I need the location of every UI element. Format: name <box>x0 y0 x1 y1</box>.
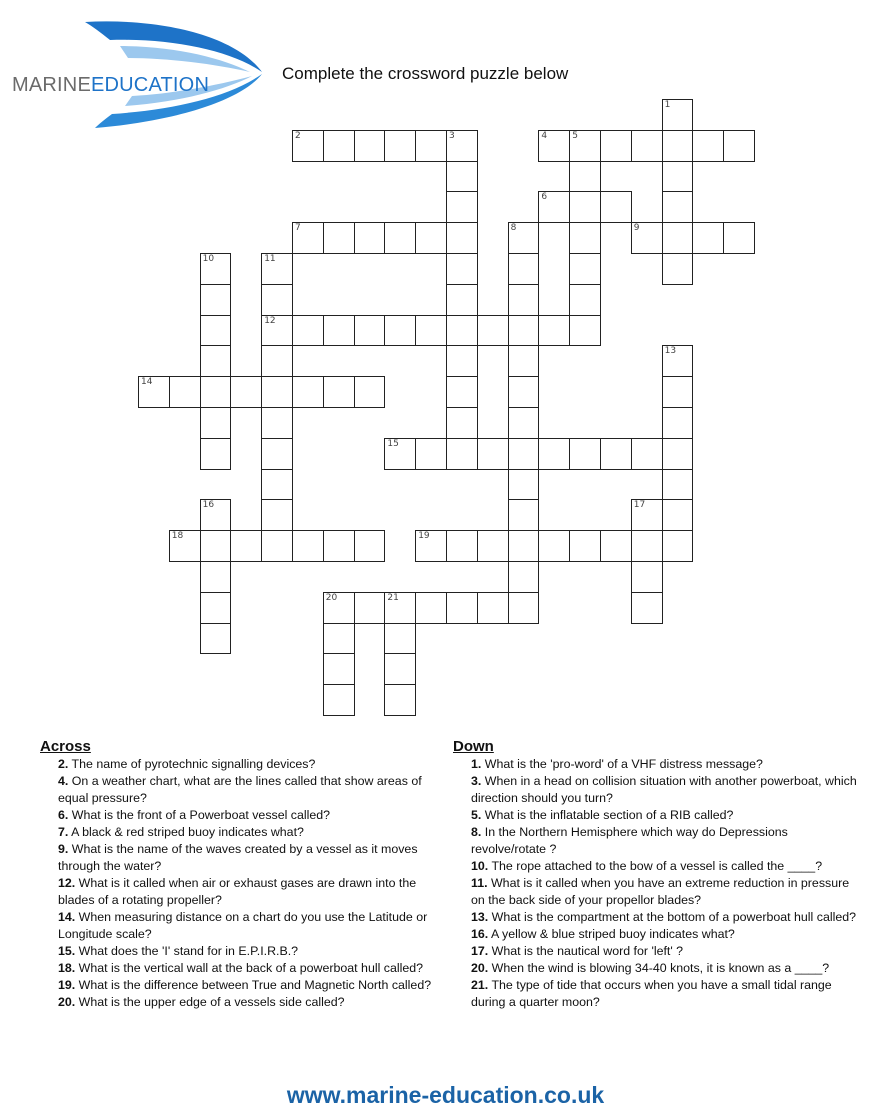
crossword-cell[interactable] <box>508 469 540 501</box>
down-clue: 10. The rope attached to the bow of a vessel is called the ____? <box>471 859 823 873</box>
crossword-cell[interactable] <box>415 530 447 562</box>
crossword-cell[interactable] <box>323 315 355 347</box>
across-clue: 9. What is the name of the waves created by a vessel as it moves through the water? <box>58 842 418 873</box>
crossword-cell[interactable] <box>662 161 694 193</box>
crossword-cell[interactable] <box>169 376 201 408</box>
across-clue: 18. What is the vertical wall at the back of a powerboat hull called? <box>58 961 424 975</box>
crossword-cell[interactable] <box>384 438 416 470</box>
down-clue: 16. A yellow & blue striped buoy indicates what? <box>471 927 735 941</box>
crossword-cell[interactable] <box>662 438 694 470</box>
down-clue: 1. What is the 'pro-word' of a VHF distress message? <box>471 757 763 771</box>
crossword-cell[interactable] <box>508 345 540 377</box>
crossword-cell[interactable] <box>631 499 663 531</box>
puzzle-instruction: Complete the crossword puzzle below <box>282 64 569 83</box>
crossword-cell[interactable] <box>446 191 478 223</box>
crossword-cell[interactable] <box>662 253 694 285</box>
crossword-cell[interactable] <box>384 592 416 624</box>
down-heading: Down <box>453 738 494 755</box>
crossword-cell[interactable] <box>508 438 540 470</box>
clue-number: 14 <box>141 377 153 388</box>
down-clue: 21. The type of tide that occurs when you have a small tidal range during a quarter moon? <box>471 978 832 1009</box>
crossword-cell[interactable] <box>323 623 355 655</box>
crossword-cell[interactable] <box>662 407 694 439</box>
crossword-cell[interactable] <box>538 530 570 562</box>
crossword-cell[interactable] <box>600 438 632 470</box>
clue-number: 18 <box>171 531 184 542</box>
down-clue: 3. When in a head on collision situation with another powerboat, which direction should you turn? <box>471 774 857 805</box>
crossword-cell[interactable] <box>446 284 478 316</box>
crossword-cell[interactable] <box>662 530 694 562</box>
crossword-cell[interactable] <box>662 345 694 377</box>
crossword-cell[interactable] <box>600 530 632 562</box>
crossword-cell[interactable] <box>323 592 355 624</box>
crossword-cell[interactable] <box>508 253 540 285</box>
crossword-cell[interactable] <box>200 438 232 470</box>
crossword-cell[interactable] <box>723 130 755 162</box>
clue-number: 21 <box>387 592 399 603</box>
crossword-cell[interactable] <box>169 530 201 562</box>
crossword-cell[interactable] <box>261 499 293 531</box>
clue-number: 12 <box>264 315 276 326</box>
crossword-cell[interactable] <box>692 130 724 162</box>
crossword-cell[interactable] <box>446 130 478 162</box>
crossword-cell[interactable] <box>230 530 262 562</box>
crossword-cell[interactable] <box>662 376 694 408</box>
crossword-cell[interactable] <box>415 222 447 254</box>
crossword-cell[interactable] <box>446 315 478 347</box>
crossword-cell[interactable] <box>200 530 232 562</box>
crossword-cell[interactable] <box>200 407 232 439</box>
crossword-cell[interactable] <box>662 222 694 254</box>
crossword-cell[interactable] <box>631 561 663 593</box>
crossword-cell[interactable] <box>292 376 324 408</box>
crossword-cell[interactable] <box>200 253 232 285</box>
crossword-cell[interactable] <box>384 684 416 716</box>
across-clues <box>40 738 440 1011</box>
crossword-cell[interactable] <box>323 376 355 408</box>
crossword-cell[interactable] <box>508 376 540 408</box>
crossword-cell[interactable] <box>200 561 232 593</box>
crossword-cell[interactable] <box>384 315 416 347</box>
crossword-cell[interactable] <box>569 315 601 347</box>
clue-number: 15 <box>387 438 399 449</box>
down-clue: 11. What is it called when you have an extreme reduction in pressure on the back side of your propellor blades? <box>471 876 850 907</box>
clue-number: 7 <box>295 223 301 234</box>
crossword-cell[interactable] <box>600 130 632 162</box>
crossword-cell[interactable] <box>200 345 232 377</box>
down-clue: 8. In the Northern Hemisphere which way do Depressions revolve/rotate ? <box>471 825 788 856</box>
clue-number: 9 <box>633 223 640 234</box>
crossword-cell[interactable] <box>477 438 509 470</box>
across-clue: 6. What is the front of a Powerboat vessel called? <box>58 808 331 822</box>
crossword-cell[interactable] <box>631 530 663 562</box>
crossword-cell[interactable] <box>631 130 663 162</box>
crossword-cell[interactable] <box>446 592 478 624</box>
crossword-cell[interactable] <box>538 315 570 347</box>
crossword-cell[interactable] <box>477 592 509 624</box>
crossword-cell[interactable] <box>354 592 386 624</box>
clue-number: 2 <box>295 130 301 141</box>
crossword-cell[interactable] <box>292 315 324 347</box>
crossword-cell[interactable] <box>508 530 540 562</box>
crossword-cell[interactable] <box>292 530 324 562</box>
crossword-cell[interactable] <box>261 253 293 285</box>
crossword-cell[interactable] <box>446 438 478 470</box>
crossword-cell[interactable] <box>446 407 478 439</box>
crossword-cell[interactable] <box>415 315 447 347</box>
crossword-cell[interactable] <box>292 222 324 254</box>
crossword-cell[interactable] <box>261 284 293 316</box>
crossword-cell[interactable] <box>261 469 293 501</box>
swoosh-logo-icon <box>0 10 270 130</box>
crossword-cell[interactable] <box>569 438 601 470</box>
clue-number: 8 <box>510 223 517 234</box>
clue-number: 11 <box>264 254 276 264</box>
clue-number: 1 <box>664 100 671 110</box>
crossword-cell[interactable] <box>446 253 478 285</box>
across-clue: 4. On a weather chart, what are the lines called that show areas of equal pressure? <box>58 774 422 805</box>
crossword-cell[interactable] <box>477 315 509 347</box>
crossword-cell[interactable] <box>508 407 540 439</box>
website-url[interactable]: www.marine-education.co.uk <box>286 1082 605 1108</box>
crossword-cell[interactable] <box>477 530 509 562</box>
crossword-cell[interactable] <box>323 222 355 254</box>
across-clue: 12. What is it called when air or exhaust gases are drawn into the blades of a rotating propeller? <box>58 876 417 907</box>
crossword-cell[interactable] <box>600 191 632 223</box>
crossword-cell[interactable] <box>662 499 694 531</box>
crossword-cell[interactable] <box>200 623 232 655</box>
crossword-cell[interactable] <box>323 684 355 716</box>
crossword-cell[interactable] <box>446 222 478 254</box>
crossword-cell[interactable] <box>261 315 293 347</box>
crossword-cell[interactable] <box>415 130 447 162</box>
across-heading: Across <box>40 738 91 755</box>
across-clue: 7. A black & red striped buoy indicates what? <box>58 825 304 839</box>
crossword-cell[interactable] <box>384 623 416 655</box>
crossword-cell[interactable] <box>569 222 601 254</box>
crossword-cell[interactable] <box>508 284 540 316</box>
crossword-cell[interactable] <box>538 438 570 470</box>
down-clue: 5. What is the inflatable section of a RIB called? <box>471 808 734 822</box>
crossword-cell[interactable] <box>261 376 293 408</box>
marine-education-logo <box>0 10 270 130</box>
crossword-cell[interactable] <box>446 345 478 377</box>
crossword-cell[interactable] <box>569 253 601 285</box>
across-clue: 19. What is the difference between True and Magnetic North called? <box>58 978 432 992</box>
crossword-cell[interactable] <box>384 653 416 685</box>
crossword-cell[interactable] <box>200 315 232 347</box>
crossword-cell[interactable] <box>200 499 232 531</box>
clue-number: 5 <box>572 130 578 141</box>
crossword-cell[interactable] <box>354 222 386 254</box>
crossword-cell[interactable] <box>569 161 601 193</box>
crossword-cell[interactable] <box>508 561 540 593</box>
crossword-cell[interactable] <box>354 376 386 408</box>
across-clue: 14. When measuring distance on a chart do you use the Latitude or Longitude scale? <box>58 910 428 941</box>
crossword-cell[interactable] <box>662 130 694 162</box>
crossword-cell[interactable] <box>415 438 447 470</box>
across-clue: 20. What is the upper edge of a vessels side called? <box>58 995 345 1009</box>
crossword-cell[interactable] <box>261 407 293 439</box>
clue-number: 20 <box>325 592 338 603</box>
crossword-cell[interactable] <box>508 315 540 347</box>
crossword-cell[interactable] <box>200 284 232 316</box>
crossword-cell[interactable] <box>415 592 447 624</box>
crossword-cell[interactable] <box>692 222 724 254</box>
crossword-cell[interactable] <box>569 284 601 316</box>
down-clues <box>453 738 863 1011</box>
crossword-cell[interactable] <box>446 530 478 562</box>
clue-number: 16 <box>202 500 215 511</box>
clue-number: 13 <box>664 346 677 357</box>
down-clue: 17. What is the nautical word for 'left' ? <box>471 944 684 958</box>
crossword-cell[interactable] <box>631 592 663 624</box>
crossword-cell[interactable] <box>662 191 694 223</box>
clue-number: 3 <box>449 130 455 141</box>
crossword-cell[interactable] <box>200 376 232 408</box>
crossword-cell[interactable] <box>354 315 386 347</box>
crossword-cell[interactable] <box>261 530 293 562</box>
crossword-cell[interactable] <box>323 653 355 685</box>
across-clue: 2. The name of pyrotechnic signalling devices? <box>58 757 316 771</box>
crossword-cell[interactable] <box>323 530 355 562</box>
clue-number: 6 <box>541 192 548 203</box>
crossword-cell[interactable] <box>261 345 293 377</box>
crossword-cell[interactable] <box>508 592 540 624</box>
across-clue: 15. What does the 'I' stand for in E.P.I.R.B.? <box>58 944 299 958</box>
crossword-cell[interactable] <box>538 130 570 162</box>
clue-number: 10 <box>202 254 215 264</box>
crossword-cell[interactable] <box>354 130 386 162</box>
crossword-cell[interactable] <box>384 222 416 254</box>
clue-number: 17 <box>633 500 646 511</box>
brand-name: MARINEEDUCATION <box>12 74 210 96</box>
crossword-cell[interactable] <box>446 161 478 193</box>
crossword-cell[interactable] <box>569 130 601 162</box>
crossword-cell[interactable] <box>323 130 355 162</box>
crossword-cell[interactable] <box>384 130 416 162</box>
crossword-cell[interactable] <box>508 222 540 254</box>
down-clue: 13. What is the compartment at the bottom of a powerboat hull called? <box>471 910 857 924</box>
crossword-cell[interactable] <box>138 376 170 408</box>
crossword-cell[interactable] <box>200 592 232 624</box>
crossword-cell[interactable] <box>662 469 694 501</box>
crossword-cell[interactable] <box>292 130 324 162</box>
crossword-cell[interactable] <box>569 191 601 223</box>
clue-number: 19 <box>418 531 430 542</box>
crossword-cell[interactable] <box>662 99 694 131</box>
crossword-cell[interactable] <box>631 222 663 254</box>
down-clue: 20. When the wind is blowing 34-40 knots, it is known as a ____? <box>471 961 830 975</box>
clue-number: 4 <box>541 130 548 141</box>
crossword-cell[interactable] <box>569 530 601 562</box>
crossword-cell[interactable] <box>261 438 293 470</box>
crossword-cell[interactable] <box>508 499 540 531</box>
crossword-cell[interactable] <box>538 191 570 223</box>
crossword-cell[interactable] <box>631 438 663 470</box>
crossword-cell[interactable] <box>354 530 386 562</box>
crossword-cell[interactable] <box>230 376 262 408</box>
crossword-cell[interactable] <box>446 376 478 408</box>
crossword-cell[interactable] <box>723 222 755 254</box>
